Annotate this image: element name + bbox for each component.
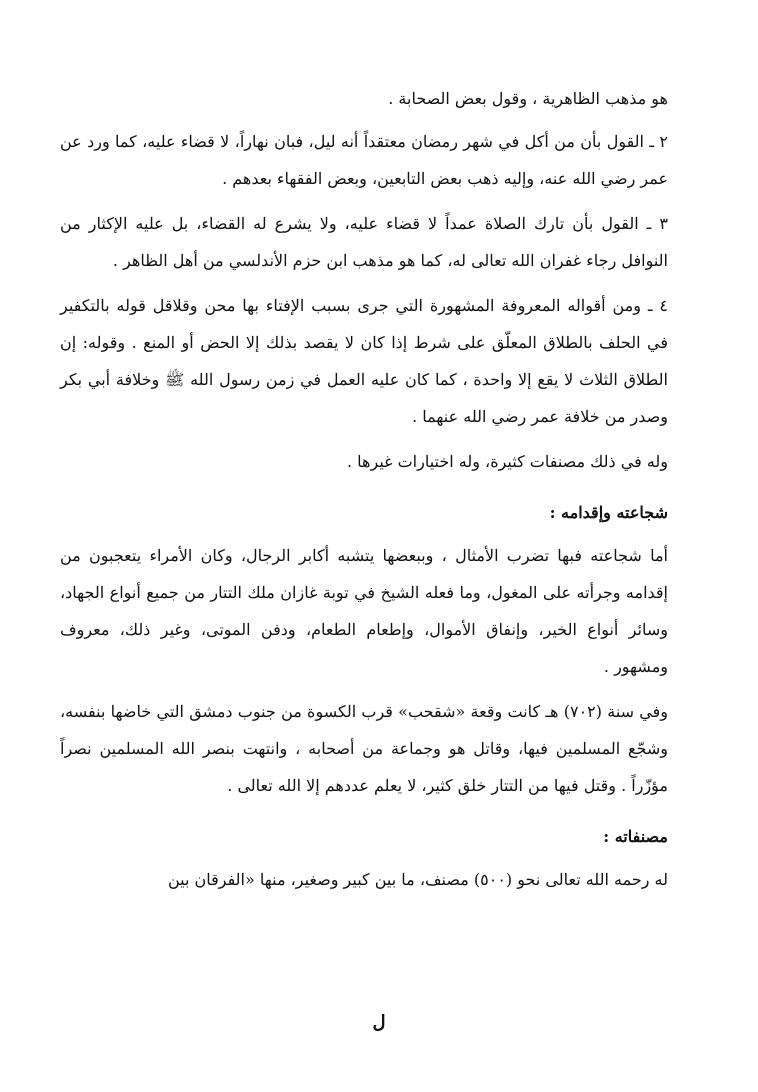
paragraph-item-3: ٣ ـ القول بأن تارك الصلاة عمداً لا قضاء عليه، ولا يشرع له القضاء، بل عليه الإكثار من النوافل رجاء غفران الله تعالى له، كما هو مذهب ابن حزم الأندلسي من أهل الظاهر . [60, 214, 668, 270]
page-number: ل [372, 1012, 386, 1033]
paragraph-zahiri: هو مذهب الظاهرية ، وقول بعض الصحابة . [388, 89, 668, 108]
paragraph-courage-1: أما شجاعته فبها تضرب الأمثال ، وببعضها يتشبه أكابر الرجال، وكان الأمراء يتعجبون من إقدامه وجرأته على المغول، وما فعله الشيخ في توبة غازان ملك التتار من جميع أنواع الجهاد، وسائر أنواع الخير، وإنفاق الأموال، وإطعام الطعام، ودفن الموتى، وغير ذلك، معروف ومشهور . [60, 546, 669, 676]
paragraph-writings-note: وله في ذلك مصنفات كثيرة، وله اختيارات غيرها . [347, 452, 668, 471]
section-heading-works: مصنفاته : [603, 827, 668, 846]
paragraph-courage-2: وفي سنة (٧٠٢) هـ كانت وقعة «شقحب» قرب الكسوة من جنوب دمشق التي خاضها بنفسه، وشجّع المسلمين فيها، وقاتل هو وجماعة من أصحابه ، وانتهت بنصر الله المسلمين نصراً مؤزّراً . وقتل فيها من التتار خلق كثير، لا يعلم عددهم إلا الله تعالى . [60, 702, 669, 795]
paragraph-item-2: ٢ ـ القول بأن من أكل في شهر رمضان معتقداً أنه ليل، فبان نهاراً، لا قضاء عليه، كما ورد عن عمر رضي الله عنه، وإليه ذهب بعض التابعين، وبعض الفقهاء بعدهم . [60, 132, 668, 188]
paragraph-item-4: ٤ ـ ومن أقواله المعروفة المشهورة التي جرى بسبب الإفتاء بها محن وقلاقل قوله بالتكفير في الحلف بالطلاق المعلّق على شرط إذا كان لا يقصد بذلك إلا الحض أو المنع . وقوله: إن الطلاق الثلاث لا يقع إلا واحدة ، كما كان عليه العمل في زمن رسول الله ﷺ وخلافة أبي بكر وصدر من خلافة عمر رضي الله عنهما . [60, 296, 668, 426]
page-content [60, 80, 668, 1070]
paragraph-works: له رحمه الله تعالى نحو (٥٠٠) مصنف، ما بين كبير وصغير، منها «الفرقان بين [167, 870, 668, 889]
section-heading-courage: شجاعته وإقدامه : [549, 503, 668, 522]
